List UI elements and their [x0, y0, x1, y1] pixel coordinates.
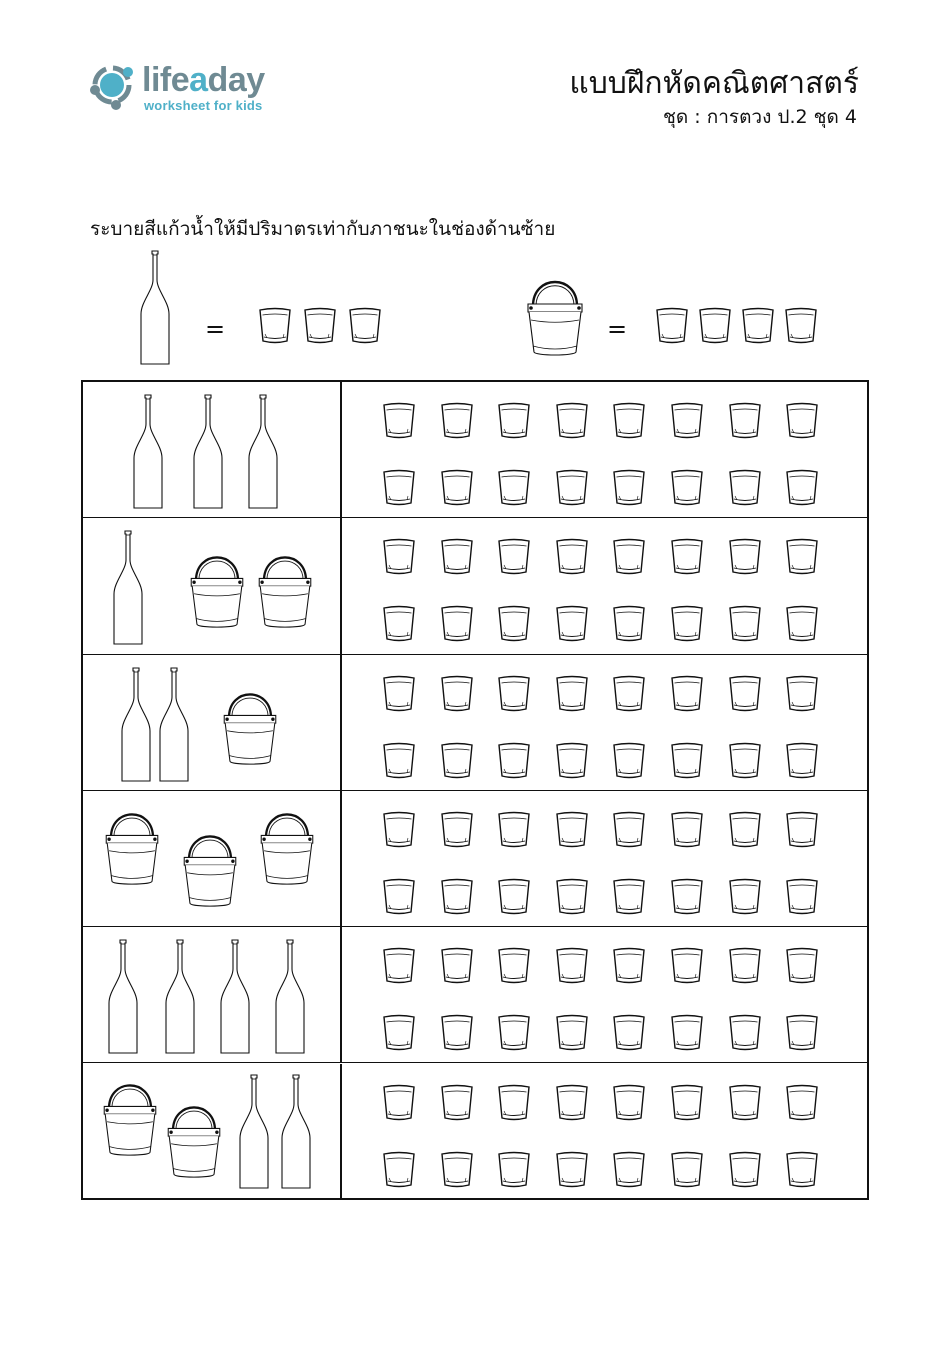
bottle-icon: [193, 394, 223, 509]
glass-icon[interactable]: [382, 469, 416, 509]
bucket-icon: [101, 1074, 159, 1158]
glass-icon[interactable]: [670, 675, 704, 715]
bottle-icon: [159, 667, 189, 782]
glass-icon[interactable]: [785, 742, 819, 782]
glass-icon[interactable]: [440, 402, 474, 442]
container-cell: [83, 791, 342, 926]
bucket-icon: [181, 825, 239, 909]
container-cell: [83, 927, 342, 1062]
equals-sign: =: [205, 315, 226, 343]
glass-icon[interactable]: [728, 469, 762, 509]
glass-icon[interactable]: [785, 1014, 819, 1054]
glass-icon[interactable]: [728, 811, 762, 851]
glass-cell: [342, 927, 867, 1062]
glass-cell: [342, 518, 867, 653]
glass-icon[interactable]: [497, 742, 531, 782]
glass-icon[interactable]: [497, 538, 531, 578]
glass-icon[interactable]: [497, 947, 531, 987]
glass-icon[interactable]: [440, 947, 474, 987]
bottle-icon: [108, 939, 138, 1054]
legend-bucket-icon: [525, 270, 585, 358]
legend-glass-icon: [303, 307, 337, 347]
glass-icon[interactable]: [670, 878, 704, 918]
glass-icon[interactable]: [555, 878, 589, 918]
legend-glass-icon: [258, 307, 292, 347]
glass-icon[interactable]: [382, 1084, 416, 1124]
glass-icon[interactable]: [670, 742, 704, 782]
glass-icon[interactable]: [612, 947, 646, 987]
bottle-icon: [121, 667, 151, 782]
bucket-icon: [221, 683, 279, 767]
glass-icon[interactable]: [785, 947, 819, 987]
worksheet-row: [83, 1064, 867, 1200]
legend-bottle-icon: [140, 250, 170, 365]
glass-cell: [342, 382, 867, 517]
glass-icon[interactable]: [612, 402, 646, 442]
glass-icon[interactable]: [612, 538, 646, 578]
worksheet-grid: [81, 380, 869, 1200]
glass-icon[interactable]: [670, 1014, 704, 1054]
glass-icon[interactable]: [497, 878, 531, 918]
glass-icon[interactable]: [785, 469, 819, 509]
glass-icon[interactable]: [555, 811, 589, 851]
glass-icon[interactable]: [612, 1084, 646, 1124]
glass-icon[interactable]: [440, 1084, 474, 1124]
glass-icon[interactable]: [612, 742, 646, 782]
glass-icon[interactable]: [440, 538, 474, 578]
glass-icon[interactable]: [670, 811, 704, 851]
logo-tagline: worksheet for kids: [144, 98, 263, 113]
bucket-icon: [258, 803, 316, 887]
glass-icon[interactable]: [670, 1084, 704, 1124]
container-cell: [83, 655, 342, 790]
glass-icon[interactable]: [497, 605, 531, 645]
glass-icon[interactable]: [728, 1014, 762, 1054]
glass-icon[interactable]: [497, 1014, 531, 1054]
glass-icon[interactable]: [728, 947, 762, 987]
glass-icon[interactable]: [382, 947, 416, 987]
legend-glass-icon: [348, 307, 382, 347]
worksheet-row: [83, 518, 867, 654]
glass-icon[interactable]: [555, 469, 589, 509]
glass-icon[interactable]: [785, 878, 819, 918]
glass-icon[interactable]: [440, 469, 474, 509]
glass-icon[interactable]: [785, 402, 819, 442]
glass-icon[interactable]: [728, 878, 762, 918]
worksheet-row: [83, 927, 867, 1063]
glass-icon[interactable]: [612, 469, 646, 509]
glass-icon[interactable]: [612, 605, 646, 645]
glass-icon[interactable]: [382, 538, 416, 578]
bucket-icon: [103, 803, 161, 887]
glass-icon[interactable]: [382, 675, 416, 715]
glass-icon[interactable]: [785, 1151, 819, 1191]
glass-icon[interactable]: [382, 878, 416, 918]
glass-icon[interactable]: [382, 1014, 416, 1054]
bucket-icon: [165, 1096, 223, 1180]
glass-icon[interactable]: [785, 811, 819, 851]
worksheet-subtitle: ชุด : การตวง ป.2 ชุด 4: [662, 106, 857, 128]
glass-icon[interactable]: [497, 402, 531, 442]
glass-icon[interactable]: [670, 402, 704, 442]
glass-icon[interactable]: [555, 538, 589, 578]
glass-icon[interactable]: [728, 1084, 762, 1124]
bottle-icon: [220, 939, 250, 1054]
glass-icon[interactable]: [555, 1084, 589, 1124]
glass-icon[interactable]: [555, 402, 589, 442]
glass-icon[interactable]: [670, 469, 704, 509]
glass-icon[interactable]: [440, 1151, 474, 1191]
bottle-icon: [281, 1074, 311, 1189]
glass-icon[interactable]: [670, 605, 704, 645]
worksheet-row: [83, 382, 867, 518]
glass-icon[interactable]: [497, 1151, 531, 1191]
glass-icon[interactable]: [497, 1084, 531, 1124]
glass-icon[interactable]: [728, 538, 762, 578]
glass-icon[interactable]: [728, 742, 762, 782]
glass-icon[interactable]: [382, 742, 416, 782]
glass-icon[interactable]: [555, 605, 589, 645]
bottle-icon: [275, 939, 305, 1054]
glass-icon[interactable]: [440, 742, 474, 782]
glass-icon[interactable]: [785, 538, 819, 578]
glass-icon[interactable]: [497, 811, 531, 851]
glass-icon[interactable]: [785, 675, 819, 715]
glass-icon[interactable]: [440, 1014, 474, 1054]
glass-icon[interactable]: [440, 605, 474, 645]
glass-icon[interactable]: [555, 947, 589, 987]
glass-icon[interactable]: [382, 605, 416, 645]
glass-icon[interactable]: [612, 1014, 646, 1054]
glass-icon[interactable]: [612, 878, 646, 918]
glass-icon[interactable]: [612, 811, 646, 851]
container-cell: [83, 518, 342, 653]
glass-icon[interactable]: [440, 675, 474, 715]
glass-cell: [342, 791, 867, 926]
logo-wordmark: lifeaday: [142, 61, 265, 99]
glass-icon[interactable]: [382, 811, 416, 851]
container-cell: [83, 382, 342, 517]
glass-cell: [342, 655, 867, 790]
glass-icon[interactable]: [670, 947, 704, 987]
glass-icon[interactable]: [728, 675, 762, 715]
bottle-icon: [239, 1074, 269, 1189]
glass-icon[interactable]: [555, 742, 589, 782]
glass-icon[interactable]: [440, 811, 474, 851]
glass-icon[interactable]: [497, 675, 531, 715]
glass-icon[interactable]: [440, 878, 474, 918]
molecule-logo-icon: [88, 60, 138, 110]
legend-glass-icon: [741, 307, 775, 347]
equals-sign: =: [607, 315, 628, 343]
container-cell: [83, 1064, 342, 1200]
glass-icon[interactable]: [555, 675, 589, 715]
glass-icon[interactable]: [382, 1151, 416, 1191]
glass-icon[interactable]: [785, 605, 819, 645]
glass-icon[interactable]: [612, 675, 646, 715]
instruction-text: ระบายสีแก้วน้ำให้มีปริมาตรเท่ากับภาชนะในช่องด้านซ้าย: [90, 218, 556, 240]
glass-icon[interactable]: [728, 402, 762, 442]
glass-cell: [342, 1064, 867, 1200]
worksheet-row: [83, 791, 867, 927]
glass-icon[interactable]: [785, 1084, 819, 1124]
glass-icon[interactable]: [555, 1151, 589, 1191]
page-title: แบบฝึกหัดคณิตศาสตร์: [569, 66, 859, 101]
legend-glass-icon: [655, 307, 689, 347]
bottle-icon: [133, 394, 163, 509]
glass-icon[interactable]: [555, 1014, 589, 1054]
glass-icon[interactable]: [497, 469, 531, 509]
glass-icon[interactable]: [728, 1151, 762, 1191]
glass-icon[interactable]: [670, 538, 704, 578]
bucket-icon: [256, 546, 314, 630]
legend-glass-icon: [784, 307, 818, 347]
lifeaday-logo: [88, 58, 288, 118]
glass-icon[interactable]: [670, 1151, 704, 1191]
glass-icon[interactable]: [382, 402, 416, 442]
legend-glass-icon: [698, 307, 732, 347]
worksheet-row: [83, 655, 867, 791]
glass-icon[interactable]: [728, 605, 762, 645]
bottle-icon: [165, 939, 195, 1054]
bottle-icon: [248, 394, 278, 509]
glass-icon[interactable]: [612, 1151, 646, 1191]
bucket-icon: [188, 546, 246, 630]
bottle-icon: [113, 530, 143, 645]
